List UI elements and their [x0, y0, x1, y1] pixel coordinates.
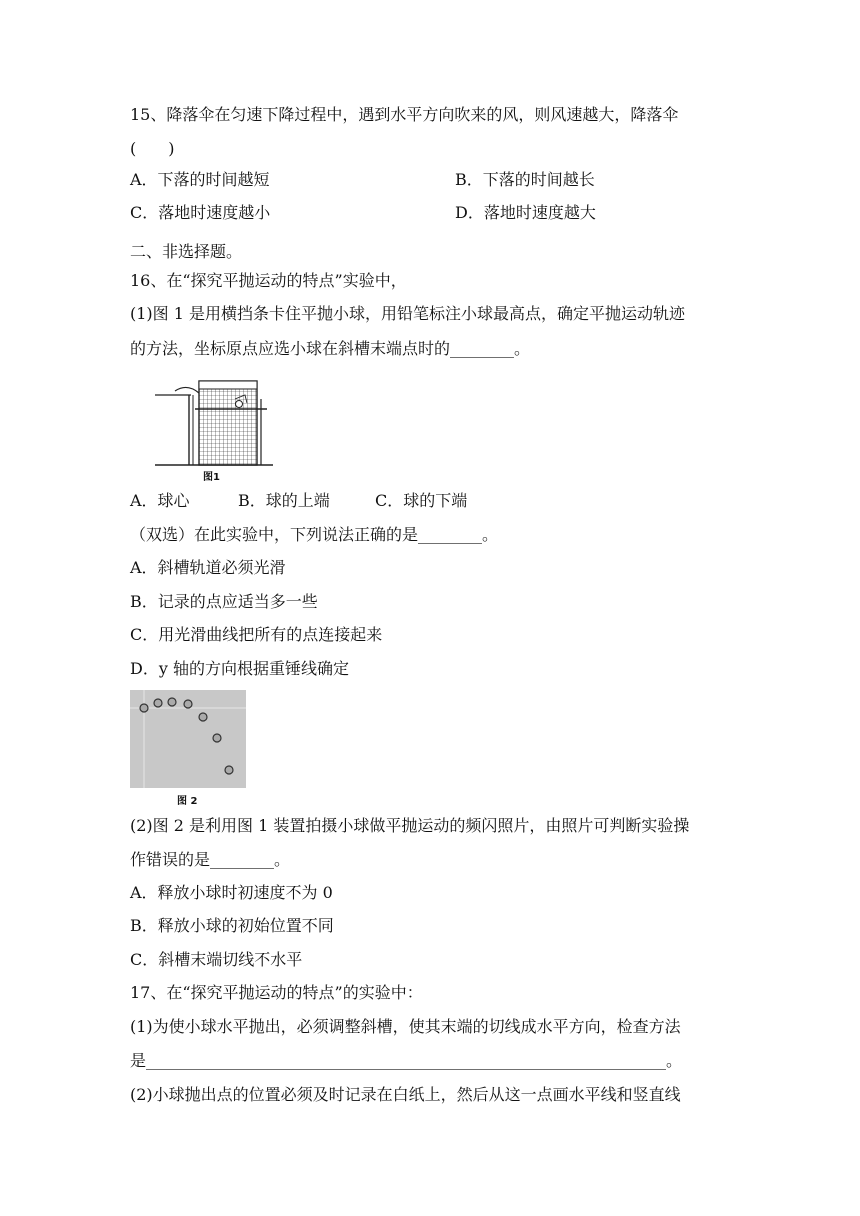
q15-option-c: C．落地时速度越小 — [130, 203, 271, 222]
q15-options-row-2 — [130, 202, 730, 224]
q16-ds-option-a: A．斜槽轨道必须光滑 — [130, 558, 286, 577]
q15-option-a: A．下落的时间越短 — [130, 170, 270, 189]
q16-part1-line2: 的方法，坐标原点应选小球在斜槽末端点时的________。 — [130, 339, 531, 358]
flash-ball-1 — [140, 704, 148, 712]
q17-stem: 17、在“探究平抛运动的特点”的实验中： — [130, 983, 423, 1002]
q16-p2-option-b: B．释放小球的初始位置不同 — [130, 916, 334, 935]
q16-part1-options — [130, 490, 730, 512]
q16-ds-option-d: D．y 轴的方向根据重锤线确定 — [130, 659, 349, 678]
q16-p2-option-a: A．释放小球时初速度不为 0 — [130, 883, 333, 902]
q16-part2-line1: (2)图 2 是利用图 1 装置拍摄小球做平抛运动的频闪照片，由照片可判断实验操 — [130, 816, 690, 835]
q16-option-a: A．球心 — [130, 491, 190, 510]
q15-option-b: B．下落的时间越长 — [455, 170, 595, 189]
q16-option-b: B．球的上端 — [238, 491, 330, 510]
flash-ball-4 — [184, 700, 192, 708]
q16-p2-option-c: C．斜槽末端切线不水平 — [130, 950, 303, 969]
section-heading: 二、非选择题。 — [130, 242, 243, 261]
q15-stem: 15、降落伞在匀速下降过程中，遇到水平方向吹来的风，则风速越大，降落伞 — [130, 105, 679, 124]
figure-2-flash-photo — [130, 690, 246, 788]
flash-ball-7 — [225, 766, 233, 774]
q17-part1-line2: 是_________________________________________________________________。 — [130, 1051, 682, 1070]
q15-option-d: D．落地时速度越大 — [455, 203, 596, 222]
q16-option-c: C．球的下端 — [375, 491, 468, 510]
flash-ball-6 — [213, 734, 221, 742]
figure-1-caption: 图1 — [203, 472, 220, 483]
flash-ball-2 — [154, 699, 162, 707]
flash-ball-5 — [199, 713, 207, 721]
flash-ball-3 — [168, 698, 176, 706]
q15-paren: ( ) — [130, 139, 175, 158]
q17-part2-line1: (2)小球抛出点的位置必须及时记录在白纸上，然后从这一点画水平线和竖直线 — [130, 1085, 681, 1104]
q16-ds-option-c: C．用光滑曲线把所有的点连接起来 — [130, 625, 383, 644]
q15-options-row-1 — [130, 169, 730, 191]
q16-ds-option-b: B．记录的点应适当多一些 — [130, 592, 318, 611]
q17-part1-line1: (1)为使小球水平抛出，必须调整斜槽，使其末端的切线成水平方向，检查方法 — [130, 1017, 681, 1036]
q16-stem: 16、在“探究平抛运动的特点”实验中， — [130, 271, 407, 290]
figure-2-caption: 图 2 — [177, 796, 198, 807]
q16-double-select-stem: （双选）在此实验中，下列说法正确的是________。 — [130, 525, 499, 544]
q16-part1-line1: (1)图 1 是用横挡条卡住平抛小球，用铅笔标注小球最高点，确定平抛运动轨迹 — [130, 304, 686, 323]
q16-part2-line2: 作错误的是________。 — [130, 850, 291, 869]
